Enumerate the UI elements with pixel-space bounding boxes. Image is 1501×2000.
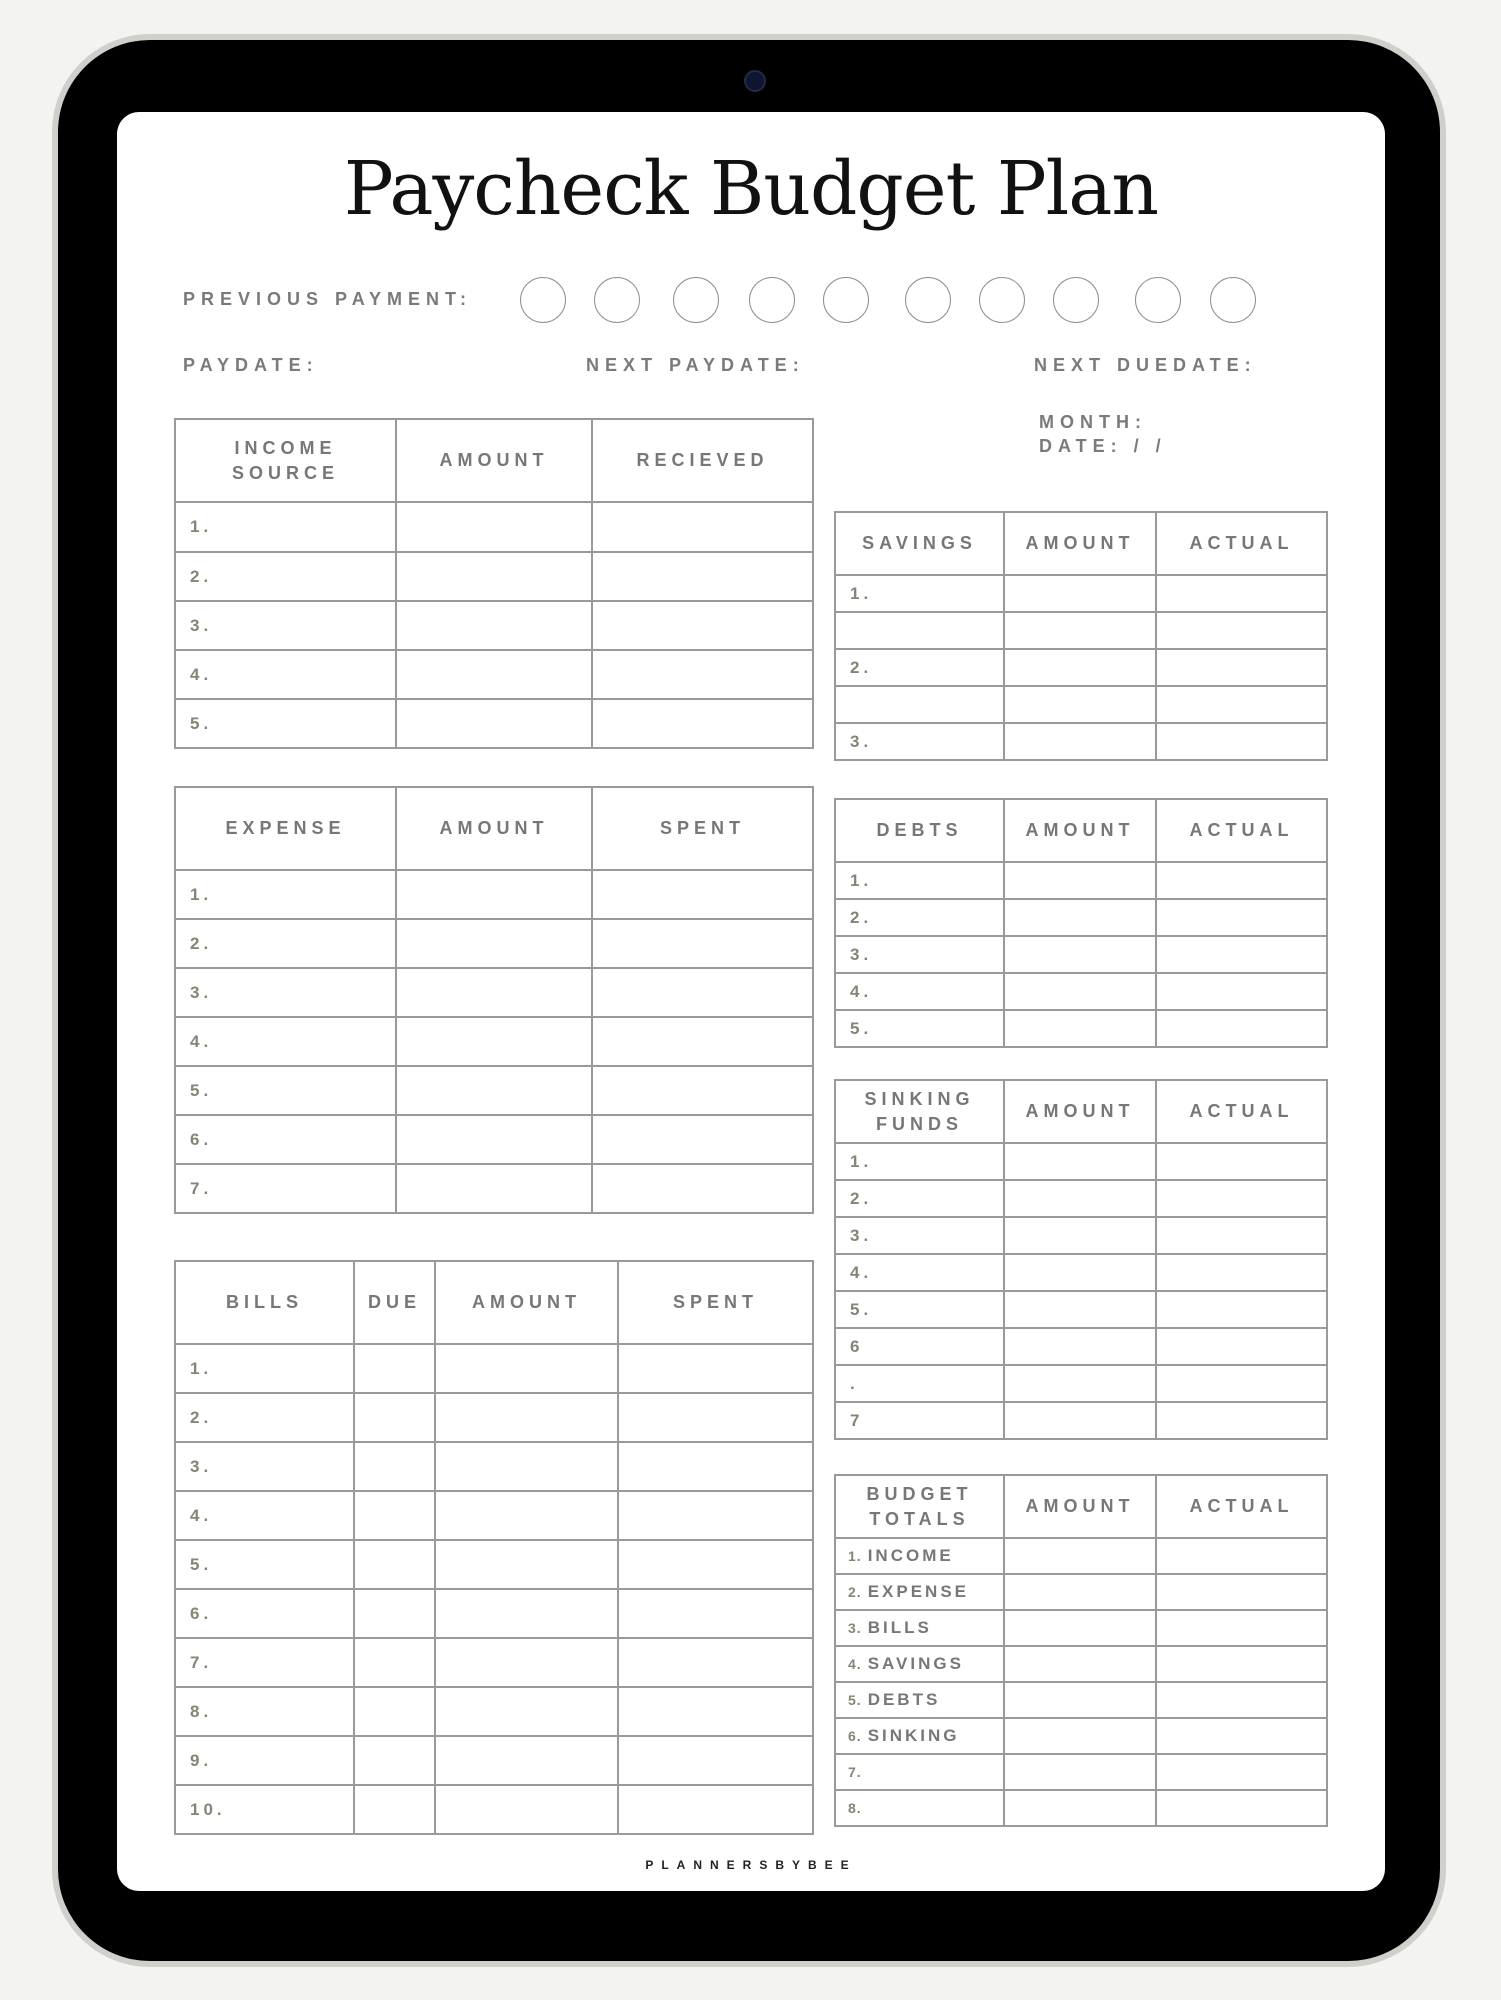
due-cell[interactable]	[354, 1344, 435, 1393]
received-cell[interactable]	[592, 650, 813, 699]
actual-cell[interactable]	[1156, 899, 1327, 936]
spent-cell[interactable]	[618, 1442, 813, 1491]
totals-row-label	[835, 1538, 1004, 1574]
row-number: 2.	[835, 899, 1004, 936]
sinking-actual-header: ACTUAL	[1156, 1080, 1327, 1143]
planner-page	[117, 112, 1385, 1891]
bills-table	[174, 1260, 814, 1835]
actual-cell[interactable]	[1156, 973, 1327, 1010]
actual-cell[interactable]	[1156, 1010, 1327, 1047]
totals-savings-label: SAVINGS	[867, 1654, 964, 1673]
savings-table	[834, 511, 1328, 761]
brand-footer: PLANNERSBYBEE	[645, 1858, 857, 1872]
next-paydate-label: NEXT PAYDATE:	[586, 355, 805, 375]
payment-checkbox[interactable]	[1053, 277, 1099, 323]
amount-cell[interactable]	[396, 502, 592, 552]
payment-checkbox[interactable]	[673, 277, 719, 323]
actual-cell[interactable]	[1156, 936, 1327, 973]
amount-cell[interactable]	[1004, 1754, 1156, 1790]
amount-cell[interactable]	[396, 1115, 592, 1164]
row-number: 3.	[175, 601, 396, 650]
next-duedate-label: NEXT DUEDATE:	[1034, 355, 1257, 375]
amount-cell[interactable]	[396, 919, 592, 968]
spent-cell[interactable]	[618, 1687, 813, 1736]
amount-cell[interactable]	[435, 1589, 618, 1638]
amount-cell[interactable]	[1004, 1790, 1156, 1826]
amount-cell[interactable]	[1004, 1010, 1156, 1047]
due-cell[interactable]	[354, 1540, 435, 1589]
spent-cell[interactable]	[618, 1393, 813, 1442]
date-label: DATE: / /	[1039, 436, 1167, 457]
budget-totals-table	[834, 1474, 1328, 1827]
spent-cell[interactable]	[618, 1589, 813, 1638]
row-number: 1.	[175, 1344, 354, 1393]
actual-cell[interactable]	[1156, 1291, 1327, 1328]
debts-actual-header: ACTUAL	[1156, 799, 1327, 862]
row-number: 2.	[175, 1393, 354, 1442]
amount-cell[interactable]	[435, 1785, 618, 1834]
spent-cell[interactable]	[618, 1736, 813, 1785]
amount-cell[interactable]	[396, 1164, 592, 1213]
actual-cell[interactable]	[1156, 1790, 1327, 1826]
row-number: 10.	[175, 1785, 354, 1834]
amount-cell[interactable]	[396, 968, 592, 1017]
totals-row-label	[835, 1610, 1004, 1646]
amount-cell[interactable]	[1004, 1143, 1156, 1180]
amount-cell[interactable]	[396, 1066, 592, 1115]
received-cell[interactable]	[592, 601, 813, 650]
amount-cell[interactable]	[1004, 899, 1156, 936]
row-number: 9.	[175, 1736, 354, 1785]
actual-cell[interactable]	[1156, 1682, 1327, 1718]
income-amount-header: AMOUNT	[396, 419, 592, 502]
actual-cell[interactable]	[1156, 1143, 1327, 1180]
actual-cell[interactable]	[1156, 575, 1327, 612]
row-number: 7.	[175, 1638, 354, 1687]
sinking-amount-header: AMOUNT	[1004, 1080, 1156, 1143]
payment-checkbox[interactable]	[520, 277, 566, 323]
row-number: 5.	[835, 1291, 1004, 1328]
actual-cell[interactable]	[1156, 1538, 1327, 1574]
received-cell[interactable]	[592, 502, 813, 552]
row-number: 6.	[175, 1115, 396, 1164]
totals-expense-label: EXPENSE	[867, 1582, 969, 1601]
spent-cell[interactable]	[592, 919, 813, 968]
totals-row-label	[835, 1574, 1004, 1610]
bills-due-header: DUE	[354, 1261, 435, 1344]
income-received-header: RECIEVED	[592, 419, 813, 502]
actual-cell[interactable]	[1156, 1718, 1327, 1754]
row-number: 1.	[835, 862, 1004, 899]
payment-checkbox[interactable]	[749, 277, 795, 323]
row-number: 1.	[835, 1143, 1004, 1180]
due-cell[interactable]	[354, 1638, 435, 1687]
actual-cell[interactable]	[1156, 1254, 1327, 1291]
amount-cell[interactable]	[1004, 1328, 1156, 1365]
totals-row-label	[835, 1682, 1004, 1718]
actual-cell[interactable]	[1156, 1180, 1327, 1217]
totals-row-label	[835, 1646, 1004, 1682]
actual-cell[interactable]	[1156, 649, 1327, 686]
payment-checkbox[interactable]	[823, 277, 869, 323]
row-number: 1.	[175, 870, 396, 919]
row-number: 3.	[835, 1217, 1004, 1254]
row-number: 4.	[175, 650, 396, 699]
totals-actual-header: ACTUAL	[1156, 1475, 1327, 1538]
actual-cell[interactable]	[1156, 1574, 1327, 1610]
spent-cell[interactable]	[592, 1115, 813, 1164]
amount-cell[interactable]	[1004, 1402, 1156, 1439]
actual-cell[interactable]	[1156, 612, 1327, 649]
totals-bills-label: BILLS	[867, 1618, 932, 1637]
row-number: 3.	[835, 936, 1004, 973]
row-number: 5.	[175, 1540, 354, 1589]
due-cell[interactable]	[354, 1589, 435, 1638]
income-table	[174, 418, 814, 749]
sinking-funds-header: SINKING FUNDS	[835, 1080, 1004, 1143]
row-number: 4.	[848, 1656, 862, 1672]
actual-cell[interactable]	[1156, 862, 1327, 899]
payment-checkbox[interactable]	[905, 277, 951, 323]
spent-cell[interactable]	[618, 1344, 813, 1393]
payment-checkbox[interactable]	[594, 277, 640, 323]
row-number: 7.	[848, 1764, 862, 1780]
amount-cell[interactable]	[1004, 1574, 1156, 1610]
amount-cell[interactable]	[1004, 723, 1156, 760]
amount-cell[interactable]	[1004, 1646, 1156, 1682]
actual-cell[interactable]	[1156, 723, 1327, 760]
amount-cell[interactable]	[1004, 1718, 1156, 1754]
debts-header: DEBTS	[835, 799, 1004, 862]
amount-cell[interactable]	[435, 1687, 618, 1736]
amount-cell[interactable]	[435, 1638, 618, 1687]
amount-cell[interactable]	[1004, 1610, 1156, 1646]
actual-cell[interactable]	[1156, 1365, 1327, 1402]
row-number	[835, 686, 1004, 723]
row-number: 1.	[848, 1548, 862, 1564]
actual-cell[interactable]	[1156, 1328, 1327, 1365]
row-number: 1.	[835, 575, 1004, 612]
due-cell[interactable]	[354, 1393, 435, 1442]
row-number: 8.	[175, 1687, 354, 1736]
row-number: .	[835, 1365, 1004, 1402]
row-number: 3.	[835, 723, 1004, 760]
row-number: 5.	[835, 1010, 1004, 1047]
row-number: 2.	[175, 552, 396, 601]
actual-cell[interactable]	[1156, 1402, 1327, 1439]
amount-cell[interactable]	[396, 870, 592, 919]
spent-cell[interactable]	[618, 1785, 813, 1834]
amount-cell[interactable]	[396, 650, 592, 699]
amount-cell[interactable]	[1004, 649, 1156, 686]
budget-totals-header: BUDGET TOTALS	[835, 1475, 1004, 1538]
actual-cell[interactable]	[1156, 1646, 1327, 1682]
debts-table	[834, 798, 1328, 1048]
row-number: 5.	[848, 1692, 862, 1708]
amount-cell[interactable]	[1004, 1291, 1156, 1328]
row-number: 5.	[175, 699, 396, 748]
row-number: 4.	[175, 1491, 354, 1540]
actual-cell[interactable]	[1156, 1610, 1327, 1646]
due-cell[interactable]	[354, 1687, 435, 1736]
amount-cell[interactable]	[1004, 612, 1156, 649]
spent-cell[interactable]	[592, 1164, 813, 1213]
row-number: 4.	[175, 1017, 396, 1066]
amount-cell[interactable]	[1004, 936, 1156, 973]
totals-row-label	[835, 1718, 1004, 1754]
due-cell[interactable]	[354, 1785, 435, 1834]
page-title: Paycheck Budget Plan	[343, 146, 1159, 232]
debts-amount-header: AMOUNT	[1004, 799, 1156, 862]
due-cell[interactable]	[354, 1442, 435, 1491]
amount-cell[interactable]	[1004, 1180, 1156, 1217]
amount-cell[interactable]	[1004, 1254, 1156, 1291]
amount-cell[interactable]	[1004, 575, 1156, 612]
amount-cell[interactable]	[1004, 686, 1156, 723]
totals-sinking-label: SINKING	[867, 1726, 960, 1745]
totals-income-label: INCOME	[867, 1546, 954, 1565]
previous-payment-label: PREVIOUS PAYMENT:	[183, 289, 473, 309]
bills-amount-header: AMOUNT	[435, 1261, 618, 1344]
amount-cell[interactable]	[435, 1736, 618, 1785]
row-number: 3.	[175, 1442, 354, 1491]
amount-cell[interactable]	[396, 601, 592, 650]
amount-cell[interactable]	[396, 552, 592, 601]
row-number: 2.	[835, 1180, 1004, 1217]
spent-cell[interactable]	[618, 1491, 813, 1540]
spent-cell[interactable]	[592, 1066, 813, 1115]
expense-table	[174, 786, 814, 1214]
savings-header: SAVINGS	[835, 512, 1004, 575]
expense-spent-header: SPENT	[592, 787, 813, 870]
month-date-block	[1039, 410, 1167, 459]
spent-cell[interactable]	[592, 1017, 813, 1066]
amount-cell[interactable]	[1004, 862, 1156, 899]
amount-cell[interactable]	[396, 1017, 592, 1066]
row-number: 4.	[835, 973, 1004, 1010]
month-label: MONTH:	[1039, 412, 1147, 432]
spent-cell[interactable]	[592, 870, 813, 919]
savings-actual-header: ACTUAL	[1156, 512, 1327, 575]
amount-cell[interactable]	[1004, 1682, 1156, 1718]
expense-amount-header: AMOUNT	[396, 787, 592, 870]
row-number: 5.	[175, 1066, 396, 1115]
totals-row-label	[835, 1790, 1004, 1826]
amount-cell[interactable]	[396, 699, 592, 748]
received-cell[interactable]	[592, 699, 813, 748]
row-number: 3.	[175, 968, 396, 1017]
row-number: 7.	[175, 1164, 396, 1213]
row-number: 2.	[175, 919, 396, 968]
amount-cell[interactable]	[1004, 973, 1156, 1010]
row-number: 2.	[835, 649, 1004, 686]
bills-spent-header: SPENT	[618, 1261, 813, 1344]
savings-amount-header: AMOUNT	[1004, 512, 1156, 575]
amount-cell[interactable]	[435, 1442, 618, 1491]
spent-cell[interactable]	[618, 1540, 813, 1589]
actual-cell[interactable]	[1156, 1754, 1327, 1790]
actual-cell[interactable]	[1156, 686, 1327, 723]
bills-header: BILLS	[175, 1261, 354, 1344]
payment-checkbox[interactable]	[979, 277, 1025, 323]
due-cell[interactable]	[354, 1736, 435, 1785]
totals-amount-header: AMOUNT	[1004, 1475, 1156, 1538]
expense-header: EXPENSE	[175, 787, 396, 870]
spent-cell[interactable]	[618, 1638, 813, 1687]
amount-cell[interactable]	[1004, 1538, 1156, 1574]
row-number: 4.	[835, 1254, 1004, 1291]
amount-cell[interactable]	[435, 1393, 618, 1442]
received-cell[interactable]	[592, 552, 813, 601]
row-number: 8.	[848, 1800, 862, 1816]
due-cell[interactable]	[354, 1491, 435, 1540]
row-number: 3.	[848, 1620, 862, 1636]
income-source-header: INCOME SOURCE	[175, 419, 396, 502]
actual-cell[interactable]	[1156, 1217, 1327, 1254]
amount-cell[interactable]	[435, 1344, 618, 1393]
row-number: 6.	[848, 1728, 862, 1744]
camera-icon	[744, 70, 766, 92]
spent-cell[interactable]	[592, 968, 813, 1017]
totals-row-label	[835, 1754, 1004, 1790]
payment-checkbox[interactable]	[1135, 277, 1181, 323]
row-number: 6.	[175, 1589, 354, 1638]
amount-cell[interactable]	[1004, 1365, 1156, 1402]
payment-checkbox[interactable]	[1210, 277, 1256, 323]
amount-cell[interactable]	[435, 1540, 618, 1589]
row-number: 7	[835, 1402, 1004, 1439]
amount-cell[interactable]	[435, 1491, 618, 1540]
sinking-funds-table	[834, 1079, 1328, 1440]
totals-debts-label: DEBTS	[867, 1690, 941, 1709]
row-number: 1.	[175, 502, 396, 552]
row-number: 6	[835, 1328, 1004, 1365]
row-number	[835, 612, 1004, 649]
paydate-label: PAYDATE:	[183, 355, 319, 375]
row-number: 2.	[848, 1584, 862, 1600]
amount-cell[interactable]	[1004, 1217, 1156, 1254]
